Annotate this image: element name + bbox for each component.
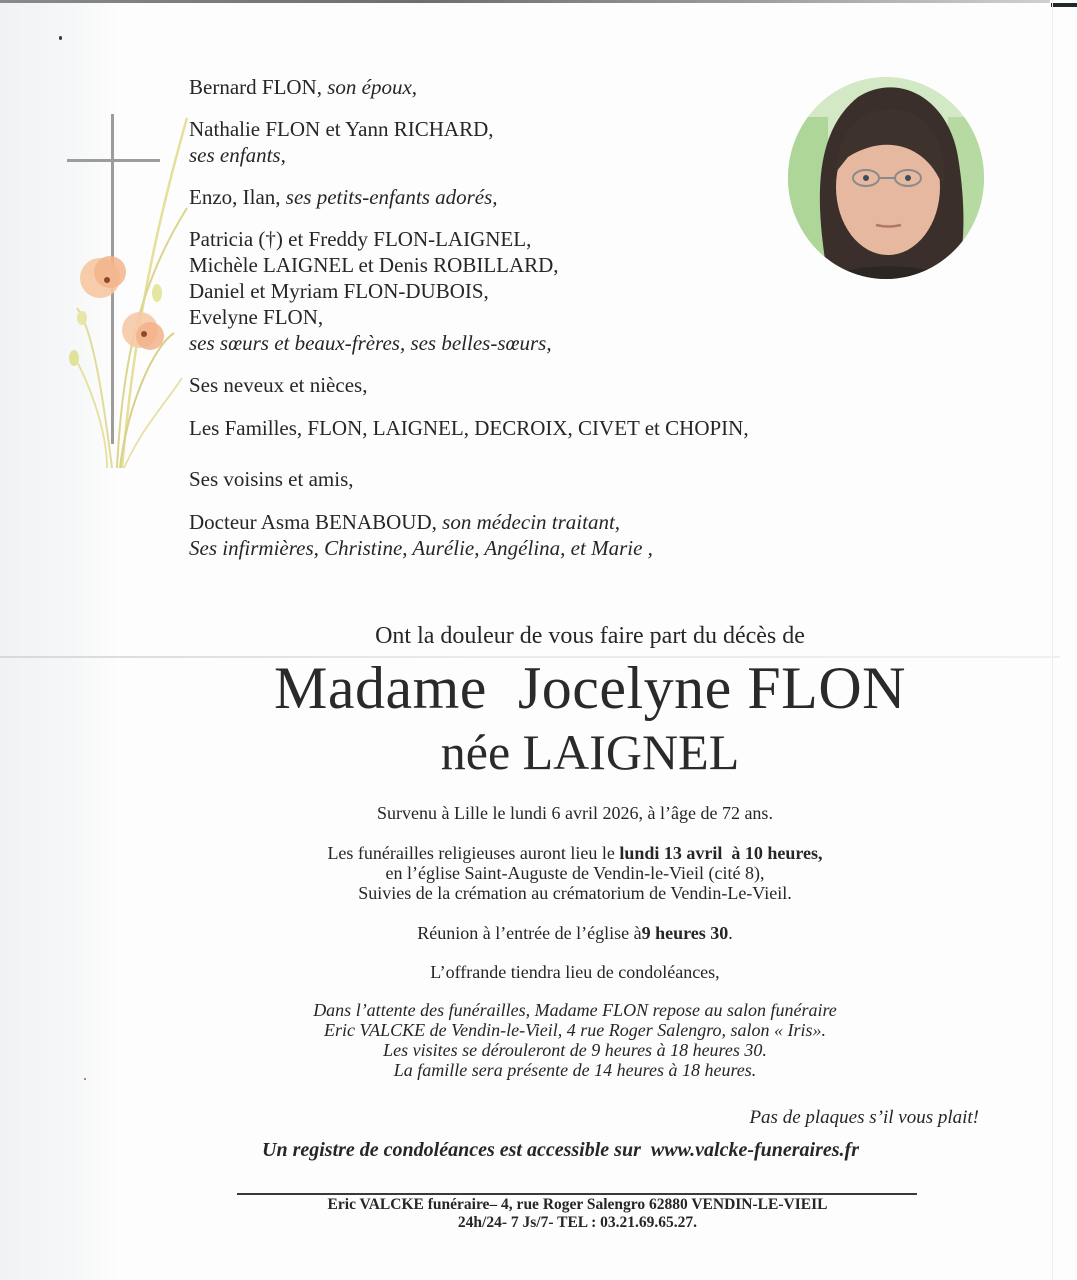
family-group-families [189, 415, 789, 441]
funeral-prefix: Les funérailles religieuses auront lieu le [327, 843, 620, 863]
family-group-grandchildren [189, 184, 789, 210]
relative-name: Michèle LAIGNEL et Denis ROBILLARD, [189, 253, 559, 277]
scan-corner-mark [1051, 3, 1077, 7]
cross-with-poppies-icon [62, 108, 192, 488]
poppy-flowers-icon [80, 256, 164, 350]
meeting-suffix: . [728, 923, 733, 943]
relation-label: ses enfants, [189, 143, 286, 167]
registry-link[interactable]: www.valcke-funeraires.fr [650, 1139, 859, 1161]
portrait-photo [788, 77, 984, 279]
relation-label: ses sœurs et beaux-frères, ses belles-sœurs, [189, 331, 552, 355]
deceased-name: Madame Jocelyne FLON [273, 655, 906, 721]
announcement-intro: Ont la douleur de vous faire part du décès de [375, 623, 805, 649]
relative-name: Evelyne FLON, [189, 305, 324, 329]
offering-info: L’offrande tiendra lieu de condoléances, [430, 962, 720, 982]
rest-line: Dans l’attente des funérailles, Madame FLON repose au salon funéraire [313, 1000, 837, 1020]
portrait-icon [788, 77, 984, 279]
rest-info [0, 1000, 1077, 1080]
death-notice: Survenu à Lille le lundi 6 avril 2026, à l’âge de 72 ans. [377, 803, 773, 823]
funeral-church: en l’église Saint-Auguste de Vendin-le-Vieil (cité 8), [385, 863, 765, 883]
relative-name: Ses neveux et nièces, [189, 373, 368, 397]
meeting-time: heures 30 [650, 923, 729, 943]
family-group-siblings [189, 226, 789, 356]
visit-hours: Les visites se dérouleront de 9 heures à 18 heures 30. [383, 1040, 767, 1060]
family-group-nephews [189, 372, 789, 398]
family-list [189, 74, 789, 577]
relative-name: Docteur Asma BENABOUD, [189, 510, 443, 534]
wheat-stalks-icon [69, 118, 187, 468]
meeting-hour: 9 [641, 923, 651, 943]
relative-name: Ses voisins et amis, [189, 467, 354, 491]
meeting-info [0, 923, 1077, 943]
funeral-home-address: Eric VALCKE funéraire– 4, rue Roger Salengro 62880 VENDIN-LE-VIEIL [327, 1196, 828, 1213]
family-group-children [189, 116, 789, 168]
registry-text: Un registre de condoléances est accessible sur [262, 1139, 641, 1161]
rest-line: Eric VALCKE de Vendin-le-Vieil, 4 rue Roger Salengro, salon « Iris». [323, 1020, 827, 1040]
family-group-neighbors [189, 466, 789, 492]
relative-name: Nathalie FLON et Yann RICHARD, [189, 117, 494, 141]
relation-label: ses petits-enfants adorés, [285, 185, 498, 209]
relative-name: Enzo, Ilan, [189, 185, 286, 209]
family-group-spouse [189, 74, 789, 100]
relative-name: Bernard FLON, [189, 75, 328, 99]
no-plates-note: Pas de plaques s’il vous plait! [749, 1107, 979, 1128]
footer-divider [237, 1193, 917, 1195]
relative-name: Daniel et Myriam FLON-DUBOIS, [189, 279, 489, 303]
funeral-home-footer [0, 1196, 1077, 1232]
relation-label: Ses infirmières, Christine, Aurélie, Angélina, et Marie , [189, 536, 653, 560]
condolence-registry [262, 1139, 859, 1162]
relative-name: Patricia (†) et Freddy FLON-LAIGNEL, [189, 227, 532, 251]
relative-name: Les Familles, FLON, LAIGNEL, DECROIX, CIVET et CHOPIN, [189, 416, 749, 440]
funeral-info [0, 843, 1077, 903]
family-group-care [189, 509, 789, 561]
funeral-date: lundi 13 avril à 10 heures, [619, 843, 823, 863]
scan-speck [59, 36, 62, 40]
funeral-home-phone: 24h/24- 7 Js/7- TEL : 03.21.69.65.27. [457, 1214, 698, 1231]
family-presence-hours: La famille sera présente de 14 heures à 18 heures. [393, 1060, 757, 1080]
relation-label: son époux, [327, 75, 418, 99]
relation-label: son médecin traitant, [442, 510, 621, 534]
meeting-prefix: Réunion à l’entrée de l’église à [417, 923, 642, 943]
cremation-info: Suivies de la crémation au crématorium de Vendin-Le-Vieil. [358, 883, 792, 903]
maiden-name: née LAIGNEL [440, 724, 740, 780]
scan-top-edge [0, 0, 1050, 3]
